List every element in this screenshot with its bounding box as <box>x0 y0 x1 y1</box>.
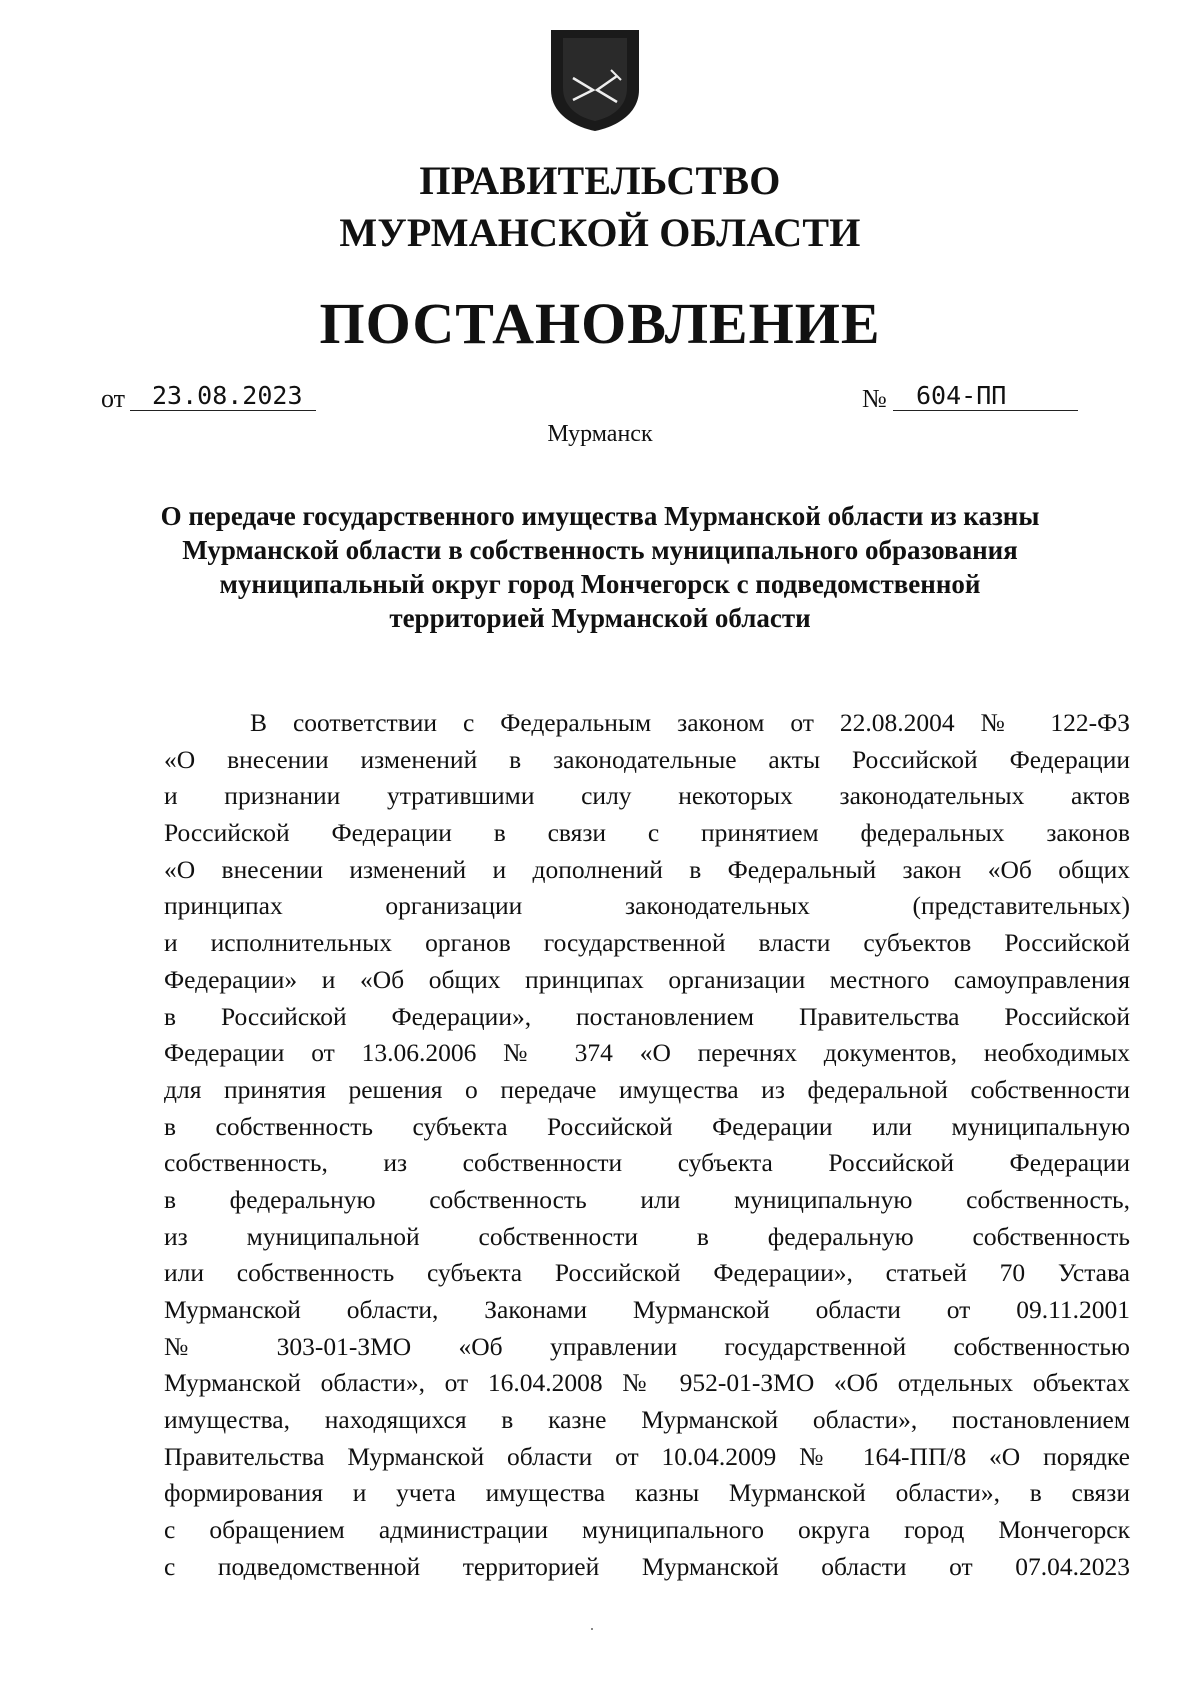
body-line: «О внесении изменений и дополнений в Федеральный закон «Об общих <box>164 854 1130 884</box>
number-underline <box>893 410 1078 411</box>
document-subject <box>150 499 1050 635</box>
city: Мурманск <box>547 421 653 447</box>
government-title-line-2: МУРМАНСКОЙ ОБЛАСТИ <box>339 210 861 255</box>
government-title <box>0 155 1200 259</box>
body-line: или собственность субъекта Российской Федерации», статьей 70 Устава <box>164 1258 1130 1288</box>
body-line: для принятия решения о передаче имущества из федеральной собственности <box>164 1074 1130 1104</box>
body-line: и исполнительных органов государственной власти субъектов Российской <box>164 928 1130 958</box>
subject-line: территорией Мурманской области <box>389 603 811 633</box>
subject-line: О передаче государственного имущества Мурманской области из казны <box>160 501 1040 531</box>
subject-line: Мурманской области в собственность муниципального образования <box>182 535 1018 565</box>
body-line: с обращением администрации муниципального округа город Мончегорск <box>164 1515 1130 1545</box>
body-line: «О внесении изменений в законодательные акты Российской Федерации <box>164 744 1130 774</box>
scan-speck <box>591 1628 593 1630</box>
body-line: В соответствии с Федеральным законом от 22.08.2004 № 122-ФЗ <box>250 708 1130 737</box>
body-line: и признании утратившими силу некоторых законодательных актов <box>164 781 1130 811</box>
date-underline <box>130 410 316 411</box>
document-date: 23.08.2023 <box>152 381 303 410</box>
body-line: Российской Федерации в связи с принятием федеральных законов <box>164 818 1130 848</box>
document-number: 604-ПП <box>916 381 1007 410</box>
body-line: собственность, из собственности субъекта Российской Федерации <box>164 1148 1130 1178</box>
coat-of-arms-icon <box>549 28 641 132</box>
body-line: в Российской Федерации», постановлением Правительства Российской <box>164 1001 1130 1031</box>
body-line: имущества, находящихся в казне Мурманской области», постановлением <box>164 1405 1130 1435</box>
body-line: Федерации» и «Об общих принципах организации местного самоуправления <box>164 964 1130 994</box>
body-line: в собственность субъекта Российской Федерации или муниципальную <box>164 1111 1130 1141</box>
body-line: Правительства Мурманской области от 10.04.2009 № 164-ПП/8 «О порядке <box>164 1441 1130 1471</box>
date-prefix: от <box>101 384 126 413</box>
body-line: Мурманской области, Законами Мурманской области от 09.11.2001 <box>164 1295 1130 1324</box>
body-line: Федерации от 13.06.2006 № 374 «О перечнях документов, необходимых <box>164 1038 1130 1068</box>
body-line: формирования и учета имущества казны Мурманской области», в связи <box>164 1478 1130 1508</box>
subject-line: муниципальный округ город Мончегорск с подведомственной <box>219 569 981 599</box>
government-title-line-1: ПРАВИТЕЛЬСТВО <box>419 158 781 203</box>
body-line: с подведомственной территорией Мурманской области от 07.04.2023 <box>164 1551 1130 1581</box>
body-line: в федеральную собственность или муниципальную собственность, <box>164 1184 1130 1214</box>
number-prefix: № <box>862 384 887 413</box>
body-line: Мурманской области», от 16.04.2008 № 952-01-ЗМО «Об отдельных объектах <box>164 1368 1130 1398</box>
document-type: ПОСТАНОВЛЕНИЕ <box>319 291 881 356</box>
body-line: принципах организации законодательных (представительных) <box>164 891 1130 921</box>
body-line: из муниципальной собственности в федеральную собственность <box>164 1221 1130 1251</box>
body-paragraph <box>164 705 1130 1586</box>
body-line: № 303-01-ЗМО «Об управлении государственной собственностью <box>164 1331 1130 1361</box>
